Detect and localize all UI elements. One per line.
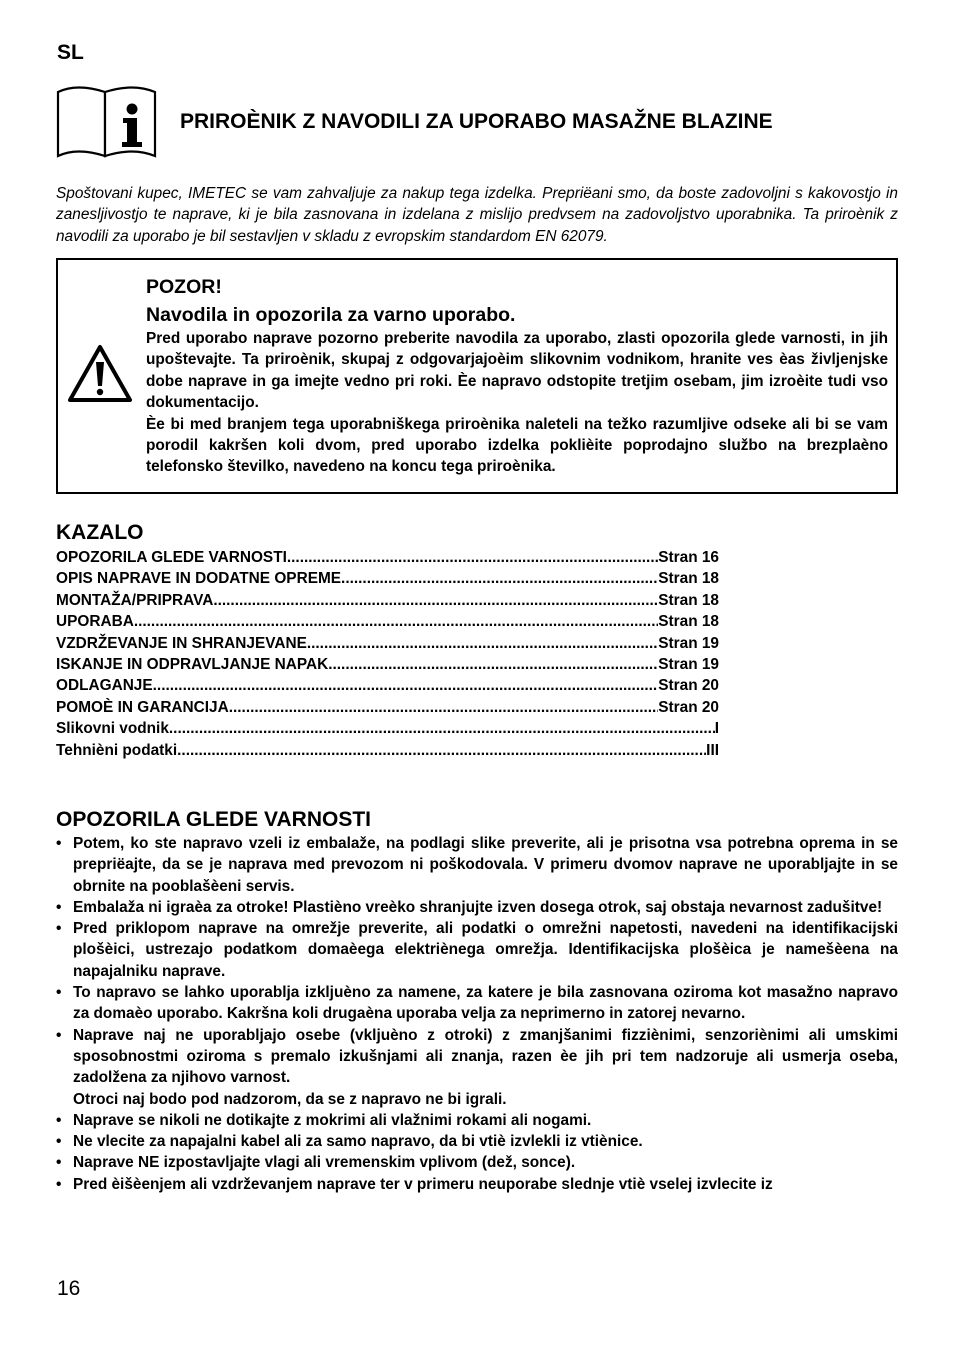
toc-entry-label: Tehnièni podatki (56, 741, 178, 759)
toc-entry-page: Stran 19 (658, 655, 719, 673)
bullet-icon: • (56, 920, 62, 938)
safety-item-text: Pred priklopom naprave na omrežje preverite, ali podatki o omrežni napetosti, navedeni na identifikacijski plošèici, ustrezajo podatkom domaèega elektriènega omrežja. Identifikacijska plošèica je namešèena na napajalniku naprave. (73, 920, 898, 980)
bullet-icon: • (56, 1133, 62, 1151)
toc-entry (56, 740, 719, 761)
toc-entry (56, 675, 719, 696)
warning-paragraph: Èe bi med branjem tega uporabniškega priroènika naleteli na težko razumljive odseke ali bi se vam porodil kakršen koli dvom, pred uporabo izdelka poklièite poprodajno službo na brezplaèno telefonsko številko, navedeno na koncu tega priroènika. (146, 415, 888, 476)
toc-leader-dots (169, 718, 715, 739)
safety-item-continuation: Otroci naj bodo pod nadzorom, da se z napravo ne bi igrali. (73, 1090, 507, 1108)
safety-item (56, 918, 898, 982)
toc-leader-dots (153, 675, 659, 696)
toc-leader-dots (213, 590, 658, 611)
safety-item (56, 1152, 898, 1173)
toc-entry-label: VZDRŽEVANJE IN SHRANJEVANE (56, 634, 307, 652)
toc-entry-page: Stran 18 (658, 570, 719, 588)
toc-heading: KAZALO (56, 521, 144, 544)
toc-entry (56, 718, 719, 739)
bullet-icon: • (56, 1154, 62, 1172)
toc-entry-page: Stran 18 (658, 591, 719, 609)
toc-entry (56, 590, 719, 611)
toc-leader-dots (307, 633, 658, 654)
bullet-icon: • (56, 835, 62, 852)
toc-leader-dots (177, 740, 706, 761)
safety-list (56, 833, 898, 1195)
toc-leader-dots (328, 654, 658, 675)
warning-title: POZOR! (146, 276, 222, 298)
toc-entry-label: OPIS NAPRAVE IN DODATNE OPREME (56, 570, 342, 588)
safety-item (56, 1110, 898, 1131)
toc-leader-dots (229, 697, 659, 718)
toc-entry-label: ISKANJE IN ODPRAVLJANJE NAPAK (56, 655, 329, 673)
warning-box (56, 258, 898, 494)
toc-entry-page: Stran 20 (658, 698, 719, 716)
safety-heading: OPOZORILA GLEDE VARNOSTI (56, 808, 372, 831)
safety-item-text: Pred èišèenjem ali vzdrževanjem naprave ter v primeru neuporabe slednje vtiè vselej izvlecite iz (73, 1175, 773, 1193)
bullet-icon: • (56, 1111, 62, 1129)
toc-entry-page: I (714, 720, 719, 738)
bullet-icon: • (56, 984, 62, 1002)
table-of-contents (56, 547, 719, 761)
toc-entry (56, 611, 719, 632)
safety-item (56, 897, 898, 918)
language-tag: SL (57, 41, 84, 64)
bullet-icon: • (56, 1026, 62, 1044)
toc-entry (56, 654, 719, 675)
safety-item-text: Naprave se nikoli ne dotikajte z mokrimi ali vlažnimi rokami ali nogami. (73, 1111, 592, 1129)
toc-entry-label: POMOÈ IN GARANCIJA (56, 698, 229, 716)
safety-item-text: To napravo se lahko uporablja izkljuèno za namene, za katere je bila zasnovana oziroma kot masažno napravo za domaèo uporabo. Kakršna koli drugaèna uporaba velja za neprimerno in zatorej nevarno. (73, 984, 898, 1023)
document-title: PRIROÈNIK Z NAVODILI ZA UPORABO MASAŽNE BLAZINE (180, 110, 773, 133)
toc-entry-label: UPORABA (56, 613, 134, 631)
toc-entry-page: Stran 19 (658, 634, 719, 652)
page-number: 16 (57, 1277, 81, 1300)
toc-entry-label: Slikovni vodnik (56, 720, 169, 738)
toc-entry-page: III (706, 741, 719, 759)
safety-item-text: Potem, ko ste napravo vzeli iz embalaže, na podlagi slike preverite, ali je prisotna vsa potrebna oprema in se prepriëajte, da se je naprava med prevozom ni poškodovala. V primeru dvomov naprave ne uporabljajte in se obrnite na pooblašèeni servis. (73, 835, 898, 895)
toc-leader-dots (287, 547, 658, 568)
info-book-icon (55, 84, 158, 159)
safety-item (56, 833, 898, 897)
intro-paragraph: Spoštovani kupec, IMETEC se vam zahvaljuje za nakup tega izdelka. Prepriëani smo, da boste zadovoljni s kakovostjo in zanesljivostjo te naprave, ki je bila zasnovana in izdelana z mislijo predvsem na zadovoljstvo uporabnika. Ta priroènik z navodili za uporabo je bil sestavljen v skladu z evropskim standardom EN 62079. (56, 185, 898, 245)
warning-subtitle: Navodila in opozorila za varno uporabo. (146, 304, 516, 326)
toc-entry-page: Stran 18 (658, 613, 719, 631)
safety-item-text: Naprave NE izpostavljajte vlagi ali vremenskim vplivom (dež, sonce). (73, 1154, 576, 1172)
warning-triangle-icon (67, 344, 133, 404)
toc-entry-label: MONTAŽA/PRIPRAVA (56, 591, 214, 609)
safety-item (56, 1174, 898, 1195)
toc-entry (56, 697, 719, 718)
bullet-icon: • (56, 898, 62, 916)
safety-item (56, 982, 898, 1025)
safety-item-text: Ne vlecite za napajalni kabel ali za samo napravo, da bi vtiè izvlekli iz vtiènice. (73, 1133, 643, 1151)
safety-item-text: Naprave naj ne uporabljajo osebe (vkljuèno z otroki) z zmanjšanimi fizziènimi, senzoriènimi ali umskimi sposobnostmi oziroma s premalo izkušnjami ali znanja, razen èe jih pri tem nadzoruje ali usmerja oseba, zadolžena za njihovo varnost. (73, 1026, 898, 1087)
safety-item (56, 1131, 898, 1152)
toc-entry-page: Stran 16 (658, 549, 719, 566)
safety-item-text: Embalaža ni igraèa za otroke! Plastièno vreèko shranjujte izven dosega otrok, saj obstaja nevarnost zadušitve! (73, 898, 883, 916)
toc-entry (56, 547, 719, 568)
warning-body (146, 328, 888, 478)
toc-entry (56, 633, 719, 654)
toc-leader-dots (341, 568, 658, 589)
toc-entry-label: ODLAGANJE (56, 677, 153, 695)
safety-item (56, 1025, 898, 1110)
toc-leader-dots (134, 611, 658, 632)
toc-entry-label: OPOZORILA GLEDE VARNOSTI (56, 549, 287, 566)
warning-paragraph: Pred uporabo naprave pozorno preberite navodila za uporabo, zlasti opozorila glede varnosti, in jih upoštevajte. Ta priroènik, skupaj z odgovarjajoèim slikovnim vodnikom, hranite ves èas življenjske dobe naprave in ga imejte vedno pri roki. Èe napravo odstopite tretjim osebam, jim izroèite tudi vso dokumentacijo. (146, 330, 888, 412)
toc-entry (56, 568, 719, 589)
bullet-icon: • (56, 1175, 62, 1193)
toc-entry-page: Stran 20 (658, 677, 719, 695)
